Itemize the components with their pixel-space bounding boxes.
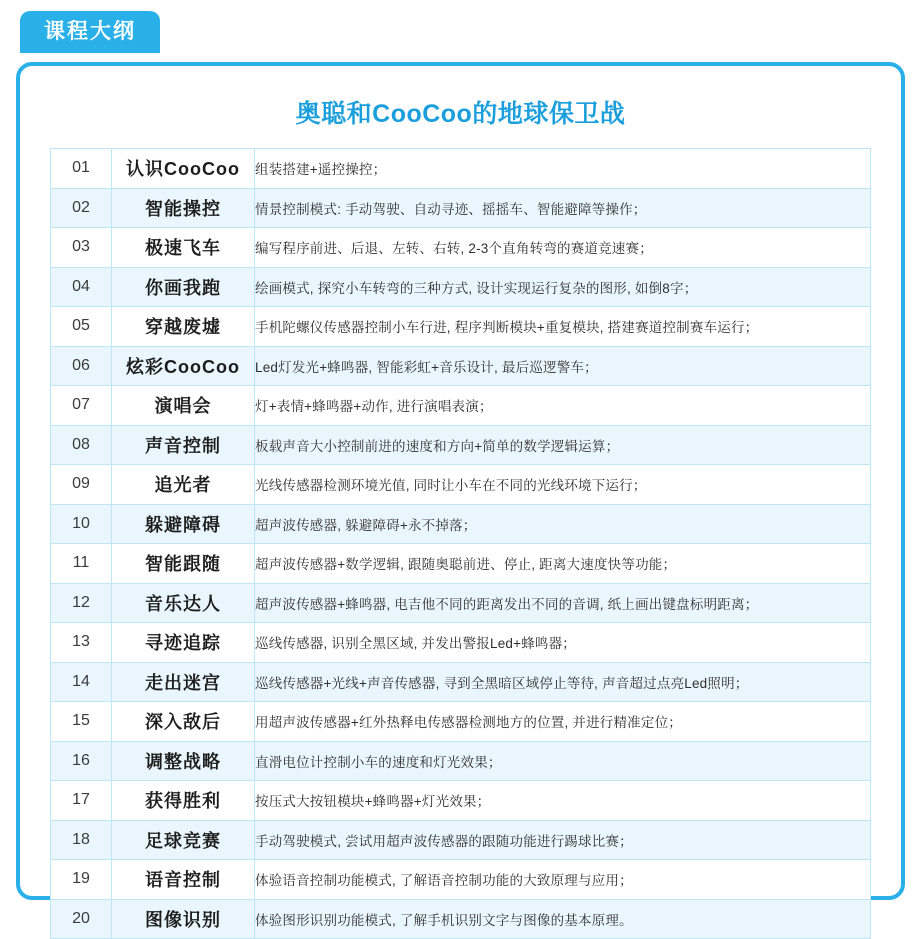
lesson-number: 09 — [51, 465, 112, 505]
lesson-number: 16 — [51, 741, 112, 781]
table-row — [51, 149, 871, 189]
table-row — [51, 188, 871, 228]
lesson-desc: 体验图形识别功能模式, 了解手机识别文字与图像的基本原理。 — [255, 899, 871, 939]
lesson-desc: 直滑电位计控制小车的速度和灯光效果； — [255, 741, 871, 781]
lesson-name: 智能操控 — [112, 188, 255, 228]
lesson-desc: 用超声波传感器+红外热释电传感器检测地方的位置, 并进行精准定位； — [255, 702, 871, 742]
lesson-number: 14 — [51, 662, 112, 702]
table-row — [51, 504, 871, 544]
section-tab-label: 课程大纲 — [20, 11, 160, 53]
lesson-name: 认识CooCoo — [112, 149, 255, 189]
table-row — [51, 702, 871, 742]
lesson-name: 炫彩CooCoo — [112, 346, 255, 386]
lesson-name: 调整战略 — [112, 741, 255, 781]
table-row — [51, 465, 871, 505]
lesson-number: 07 — [51, 386, 112, 426]
lesson-name: 穿越废墟 — [112, 307, 255, 347]
lesson-number: 05 — [51, 307, 112, 347]
lesson-desc: 巡线传感器+光线+声音传感器, 寻到全黑暗区域停止等待, 声音超过点亮Led照明； — [255, 662, 871, 702]
lesson-number: 15 — [51, 702, 112, 742]
lesson-number: 13 — [51, 623, 112, 663]
lesson-name: 获得胜利 — [112, 781, 255, 821]
syllabus-card — [16, 62, 905, 930]
table-row — [51, 307, 871, 347]
syllabus-table-body — [51, 149, 871, 939]
table-row — [51, 583, 871, 623]
table-row — [51, 741, 871, 781]
table-row — [51, 820, 871, 860]
lesson-number: 10 — [51, 504, 112, 544]
lesson-number: 03 — [51, 228, 112, 268]
lesson-desc: 手机陀螺仪传感器控制小车行进, 程序判断模块+重复模块, 搭建赛道控制赛车运行； — [255, 307, 871, 347]
table-row — [51, 267, 871, 307]
lesson-name: 躲避障碍 — [112, 504, 255, 544]
lesson-number: 02 — [51, 188, 112, 228]
lesson-desc: 绘画模式, 探究小车转弯的三种方式, 设计实现运行复杂的图形, 如倒8字； — [255, 267, 871, 307]
lesson-desc: 巡线传感器, 识别全黑区域, 并发出警报Led+蜂鸣器； — [255, 623, 871, 663]
table-row — [51, 623, 871, 663]
lesson-desc: 灯+表情+蜂鸣器+动作, 进行演唱表演； — [255, 386, 871, 426]
lesson-desc: 编写程序前进、后退、左转、右转, 2-3个直角转弯的赛道竞速赛； — [255, 228, 871, 268]
lesson-name: 你画我跑 — [112, 267, 255, 307]
lesson-number: 20 — [51, 899, 112, 939]
table-row — [51, 386, 871, 426]
lesson-name: 追光者 — [112, 465, 255, 505]
lesson-name: 图像识别 — [112, 899, 255, 939]
lesson-number: 06 — [51, 346, 112, 386]
lesson-name: 极速飞车 — [112, 228, 255, 268]
lesson-desc: 板载声音大小控制前进的速度和方向+简单的数学逻辑运算； — [255, 425, 871, 465]
lesson-number: 17 — [51, 781, 112, 821]
lesson-name: 演唱会 — [112, 386, 255, 426]
lesson-name: 足球竞赛 — [112, 820, 255, 860]
lesson-number: 19 — [51, 860, 112, 900]
lesson-number: 01 — [51, 149, 112, 189]
lesson-name: 声音控制 — [112, 425, 255, 465]
table-row — [51, 899, 871, 939]
lesson-number: 12 — [51, 583, 112, 623]
lesson-name: 深入敌后 — [112, 702, 255, 742]
lesson-number: 18 — [51, 820, 112, 860]
lesson-name: 语音控制 — [112, 860, 255, 900]
lesson-name: 走出迷宫 — [112, 662, 255, 702]
table-row — [51, 425, 871, 465]
lesson-name: 智能跟随 — [112, 544, 255, 584]
lesson-desc: 情景控制模式: 手动驾驶、自动寻迹、摇摇车、智能避障等操作； — [255, 188, 871, 228]
table-row — [51, 228, 871, 268]
table-row — [51, 662, 871, 702]
lesson-desc: Led灯发光+蜂鸣器, 智能彩虹+音乐设计, 最后巡逻警车； — [255, 346, 871, 386]
lesson-name: 音乐达人 — [112, 583, 255, 623]
lesson-desc: 超声波传感器+数学逻辑, 跟随奥聪前进、停止, 距离大速度快等功能； — [255, 544, 871, 584]
syllabus-table — [50, 148, 871, 939]
lesson-number: 04 — [51, 267, 112, 307]
table-row — [51, 860, 871, 900]
lesson-name: 寻迹追踪 — [112, 623, 255, 663]
lesson-desc: 光线传感器检测环境光值, 同时让小车在不同的光线环境下运行； — [255, 465, 871, 505]
table-row — [51, 346, 871, 386]
table-row — [51, 544, 871, 584]
course-title: 奥聪和CooCoo的地球保卫战 — [295, 100, 626, 128]
table-row — [51, 781, 871, 821]
lesson-desc: 手动驾驶模式, 尝试用超声波传感器的跟随功能进行踢球比赛； — [255, 820, 871, 860]
lesson-desc: 组装搭建+遥控操控； — [255, 149, 871, 189]
lesson-number: 11 — [51, 544, 112, 584]
lesson-desc: 超声波传感器, 躲避障碍+永不掉落； — [255, 504, 871, 544]
syllabus-table-wrap — [50, 148, 871, 939]
lesson-number: 08 — [51, 425, 112, 465]
lesson-desc: 超声波传感器+蜂鸣器, 电吉他不同的距离发出不同的音调, 纸上画出键盘标明距离； — [255, 583, 871, 623]
lesson-desc: 按压式大按钮模块+蜂鸣器+灯光效果； — [255, 781, 871, 821]
lesson-desc: 体验语音控制功能模式, 了解语音控制功能的大致原理与应用； — [255, 860, 871, 900]
